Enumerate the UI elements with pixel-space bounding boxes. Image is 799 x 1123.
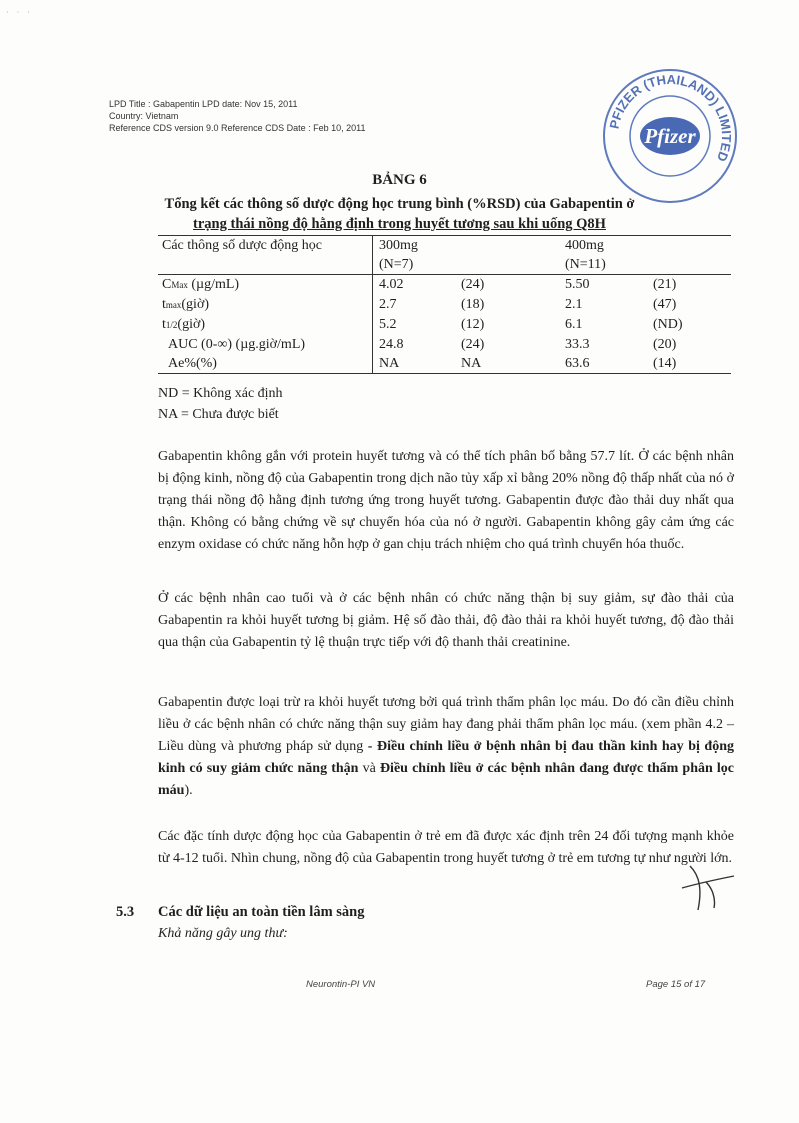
header-param: Các thông số dược động học	[158, 236, 373, 255]
section-subtitle: Khả năng gây ung thư:	[158, 926, 288, 941]
paragraph-pediatric: Các đặc tính dược động học của Gabapentin ở trẻ em đã được xác định trên 24 đối tượng mạnh khỏe từ 4-12 tuổi. Nhìn chung, nồng độ của Gabapentin trong huyết tương ở trẻ em tương tự như người lớn.	[158, 829, 734, 866]
table-caption-line2: trạng thái nồng độ hằng định trong huyết tương sau khi uống Q8H	[193, 216, 606, 232]
table-row: AUC (0-∞) (µg.giờ/mL) 24.8 (24) 33.3 (20)	[158, 335, 731, 354]
paragraph-dialysis: Gabapentin được loại trừ ra khỏi huyết tương bởi quá trình thẩm phân lọc máu. Do đó cần điều chỉnh liều ở các bệnh nhân có chức năng thận suy giảm hay đang phải thẩm phân lọc máu. (xem phần 4.2 – Liều dùng và phương pháp sử dụng - Điều chỉnh liều ở bệnh nhân bị đau thần kinh hay bị động kinh có suy giảm chức năng thận và Điều chỉnh liều ở các bệnh nhân đang được thẩm phân lọc máu).	[158, 695, 735, 798]
svg-text:Pfizer: Pfizer	[644, 124, 696, 148]
svg-text:PFIZER (THAILAND) LIMITED: PFIZER (THAILAND) LIMITED	[606, 71, 735, 164]
header-n-400: (N=11)	[565, 257, 606, 272]
table-row: tmax(giờ) 2.7 (18) 2.1 (47)	[158, 295, 731, 315]
header-line-country: Country: Vietnam	[109, 111, 179, 121]
table-row: t1/2(giờ) 5.2 (12) 6.1 (ND)	[158, 315, 731, 335]
footer-document-id: Neurontin-PI VN	[306, 979, 376, 990]
paragraph-elderly: Ở các bệnh nhân cao tuổi và ở các bệnh nhân có chức năng thận bị suy giảm, sự đào thải của Gabapentin ra khỏi huyết tương bị giảm. Hệ số đào thải, độ đào thải ra khỏi huyết tương, độ đào thải qua thận của Gabapentin tỷ lệ thuận trực tiếp với độ thanh thải creatinine.	[158, 591, 734, 650]
note-nd: ND = Không xác định	[158, 386, 283, 401]
table-header-row	[158, 236, 731, 255]
document-header	[109, 98, 365, 134]
header-dose-400: 400mg	[565, 238, 604, 253]
table-number: BẢNG 6	[372, 172, 427, 188]
paragraph-distribution: Gabapentin không gắn với protein huyết tương và có thể tích phân bố bằng 57.7 lít. Ở các bệnh nhân bị động kinh, nồng độ của Gabapentin trong dịch não tủy xấp xỉ bằng 20% nồng độ thấp nhất của nó ở trạng thái nồng độ hằng định tương ứng trong huyết tương. Gabapentin được đào thải duy nhất qua thận. Không có bằng chứng về sự chuyển hóa của nó ở người. Gabapentin không gây cảm ứng các enzym oxidase có chức năng hỗn hợp ở gan chịu trách nhiệm cho quá trình chuyển hóa thuốc.	[158, 449, 734, 552]
section-number: 5.3	[116, 904, 135, 920]
pk-parameters-table	[158, 236, 731, 374]
header-dose-300: 300mg	[379, 238, 418, 253]
scan-specks: · · ·	[6, 8, 33, 17]
footer-page-number: Page 15 of 17	[646, 979, 706, 990]
table-caption-line1: Tổng kết các thông số dược động học trung bình (%RSD) của Gabapentin ở	[164, 196, 635, 212]
header-n-300: (N=7)	[379, 257, 414, 272]
table-header-row-n	[158, 255, 731, 275]
header-line-title: LPD Title : Gabapentin LPD date: Nov 15, 2011	[109, 99, 298, 109]
table-row: CMax (µg/mL) 4.02 (24) 5.50 (21)	[158, 275, 731, 296]
handwritten-initial-mark	[676, 858, 736, 914]
table-row: Ae%(%) NA NA 63.6 (14)	[158, 354, 731, 374]
note-na: NA = Chưa được biết	[158, 407, 279, 422]
section-title: Các dữ liệu an toàn tiền lâm sàng	[158, 904, 365, 920]
header-line-reference: Reference CDS version 9.0 Reference CDS Date : Feb 10, 2011	[109, 123, 366, 133]
